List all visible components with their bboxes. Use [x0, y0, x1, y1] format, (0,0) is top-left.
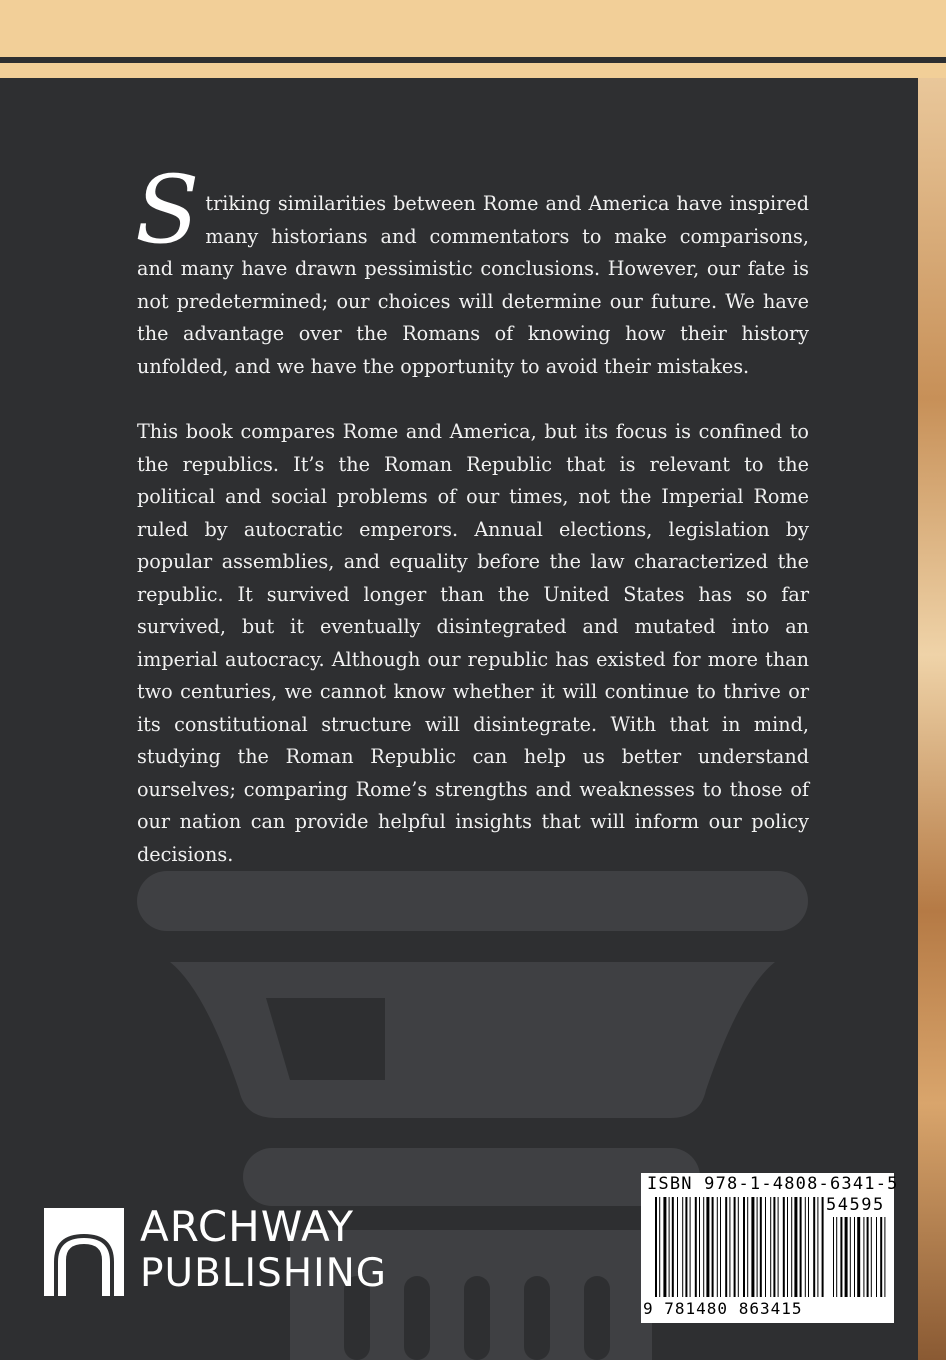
column-flute — [524, 1276, 550, 1360]
addon-bar — [854, 1217, 855, 1297]
barcode-bar — [817, 1197, 818, 1297]
publisher-name-line-2: PUBLISHING — [140, 1251, 388, 1296]
addon-bar — [833, 1217, 834, 1297]
column-flute — [464, 1276, 490, 1360]
column-band — [243, 1148, 700, 1206]
column-echinus — [170, 962, 775, 1118]
paragraph-1 — [135, 156, 809, 383]
price-code: 54595 — [826, 1195, 885, 1215]
column-abacus — [137, 871, 808, 931]
addon-bar — [840, 1217, 842, 1297]
barcode-bar — [663, 1197, 666, 1297]
barcode-bar — [757, 1197, 758, 1297]
barcode-bar — [773, 1197, 775, 1297]
barcode-bar — [765, 1197, 766, 1297]
barcode-bar — [783, 1197, 785, 1297]
barcode-bar — [800, 1197, 802, 1297]
addon-bar — [867, 1217, 869, 1297]
addon-bar — [884, 1217, 885, 1297]
barcode-bar — [729, 1197, 730, 1297]
barcode-bar — [672, 1197, 674, 1297]
paragraph-1-text: triking similarities between Rome and America have inspired many historians and commentators to make comparisons, and many have drawn pessimistic conclusions. However, our fate is not predetermined; our choices will determine our future. We have the advantage over the Romans of knowing how their history unfolded, and we have the opportunity to avoid their mistakes. — [137, 192, 809, 378]
barcode-bar — [659, 1197, 660, 1297]
barcode-bar — [822, 1197, 824, 1297]
publisher-name-line-1: ARCHWAY — [140, 1202, 355, 1251]
barcode-bar — [655, 1197, 657, 1297]
barcode-bar — [770, 1197, 771, 1297]
barcode-bar — [751, 1197, 754, 1297]
barcode-bar — [734, 1197, 736, 1297]
addon-bar — [863, 1217, 864, 1297]
barcode-bar — [778, 1197, 779, 1297]
addon-bar — [871, 1217, 872, 1297]
publisher-logo — [44, 1202, 424, 1300]
barcode-bar — [787, 1197, 788, 1297]
addon-bar — [876, 1217, 877, 1297]
barcode-bar — [747, 1197, 748, 1297]
barcode-bar — [669, 1197, 670, 1297]
addon-bar — [850, 1217, 851, 1297]
addon-bar — [857, 1217, 860, 1297]
barcode — [641, 1173, 899, 1323]
archway-logo-icon — [44, 1208, 124, 1296]
barcode-bar — [712, 1197, 714, 1297]
barcode-bar — [720, 1197, 721, 1297]
barcode-bar — [717, 1197, 718, 1297]
ean-number: 9 781480 863415 — [643, 1299, 803, 1318]
barcode-bar — [738, 1197, 739, 1297]
drop-cap: S — [135, 156, 200, 265]
addon-bar — [880, 1217, 882, 1297]
barcode-bar — [805, 1197, 806, 1297]
barcode-bar — [699, 1197, 700, 1297]
barcode-bar — [690, 1197, 691, 1297]
addon-bar — [836, 1217, 837, 1297]
barcode-bar — [703, 1197, 704, 1297]
barcode-bar — [794, 1197, 797, 1297]
back-cover-text — [135, 156, 809, 871]
column-flute — [584, 1276, 610, 1360]
barcode-bar — [706, 1197, 709, 1297]
barcode-bar — [677, 1197, 678, 1297]
barcode-bar — [685, 1197, 687, 1297]
barcode-bar — [808, 1197, 809, 1297]
addon-bar — [845, 1217, 848, 1297]
barcode-bar — [725, 1197, 727, 1297]
barcode-bar — [682, 1197, 683, 1297]
barcode-bar — [743, 1197, 745, 1297]
barcode-bar — [695, 1197, 697, 1297]
barcode-bar — [760, 1197, 762, 1297]
barcode-bar — [813, 1197, 815, 1297]
paragraph-2: This book compares Rome and America, but its focus is confined to the republics. It’s the Roman Republic that is relevant to the political and social problems of our times, not the Imperial Rome ruled by autocratic emperors. Annual elections, legislation by popular assemblies, and equality before the law characterized the republic. It survived longer than the United States has so far survived, but it eventually disintegrated and mutated into an imperial autocracy. Although our republic has existed for more than two centuries, we cannot know whether it will continue to thrive or its constitutional structure will disintegrate. With that in mind, studying the Roman Republic can help us better understand ourselves; comparing Rome’s strengths and weaknesses to those of our nation can provide helpful insights that will inform our policy decisions. — [137, 420, 809, 866]
barcode-bar — [791, 1197, 792, 1297]
isbn-label: ISBN 978-1-4808-6341-5 — [647, 1174, 899, 1194]
